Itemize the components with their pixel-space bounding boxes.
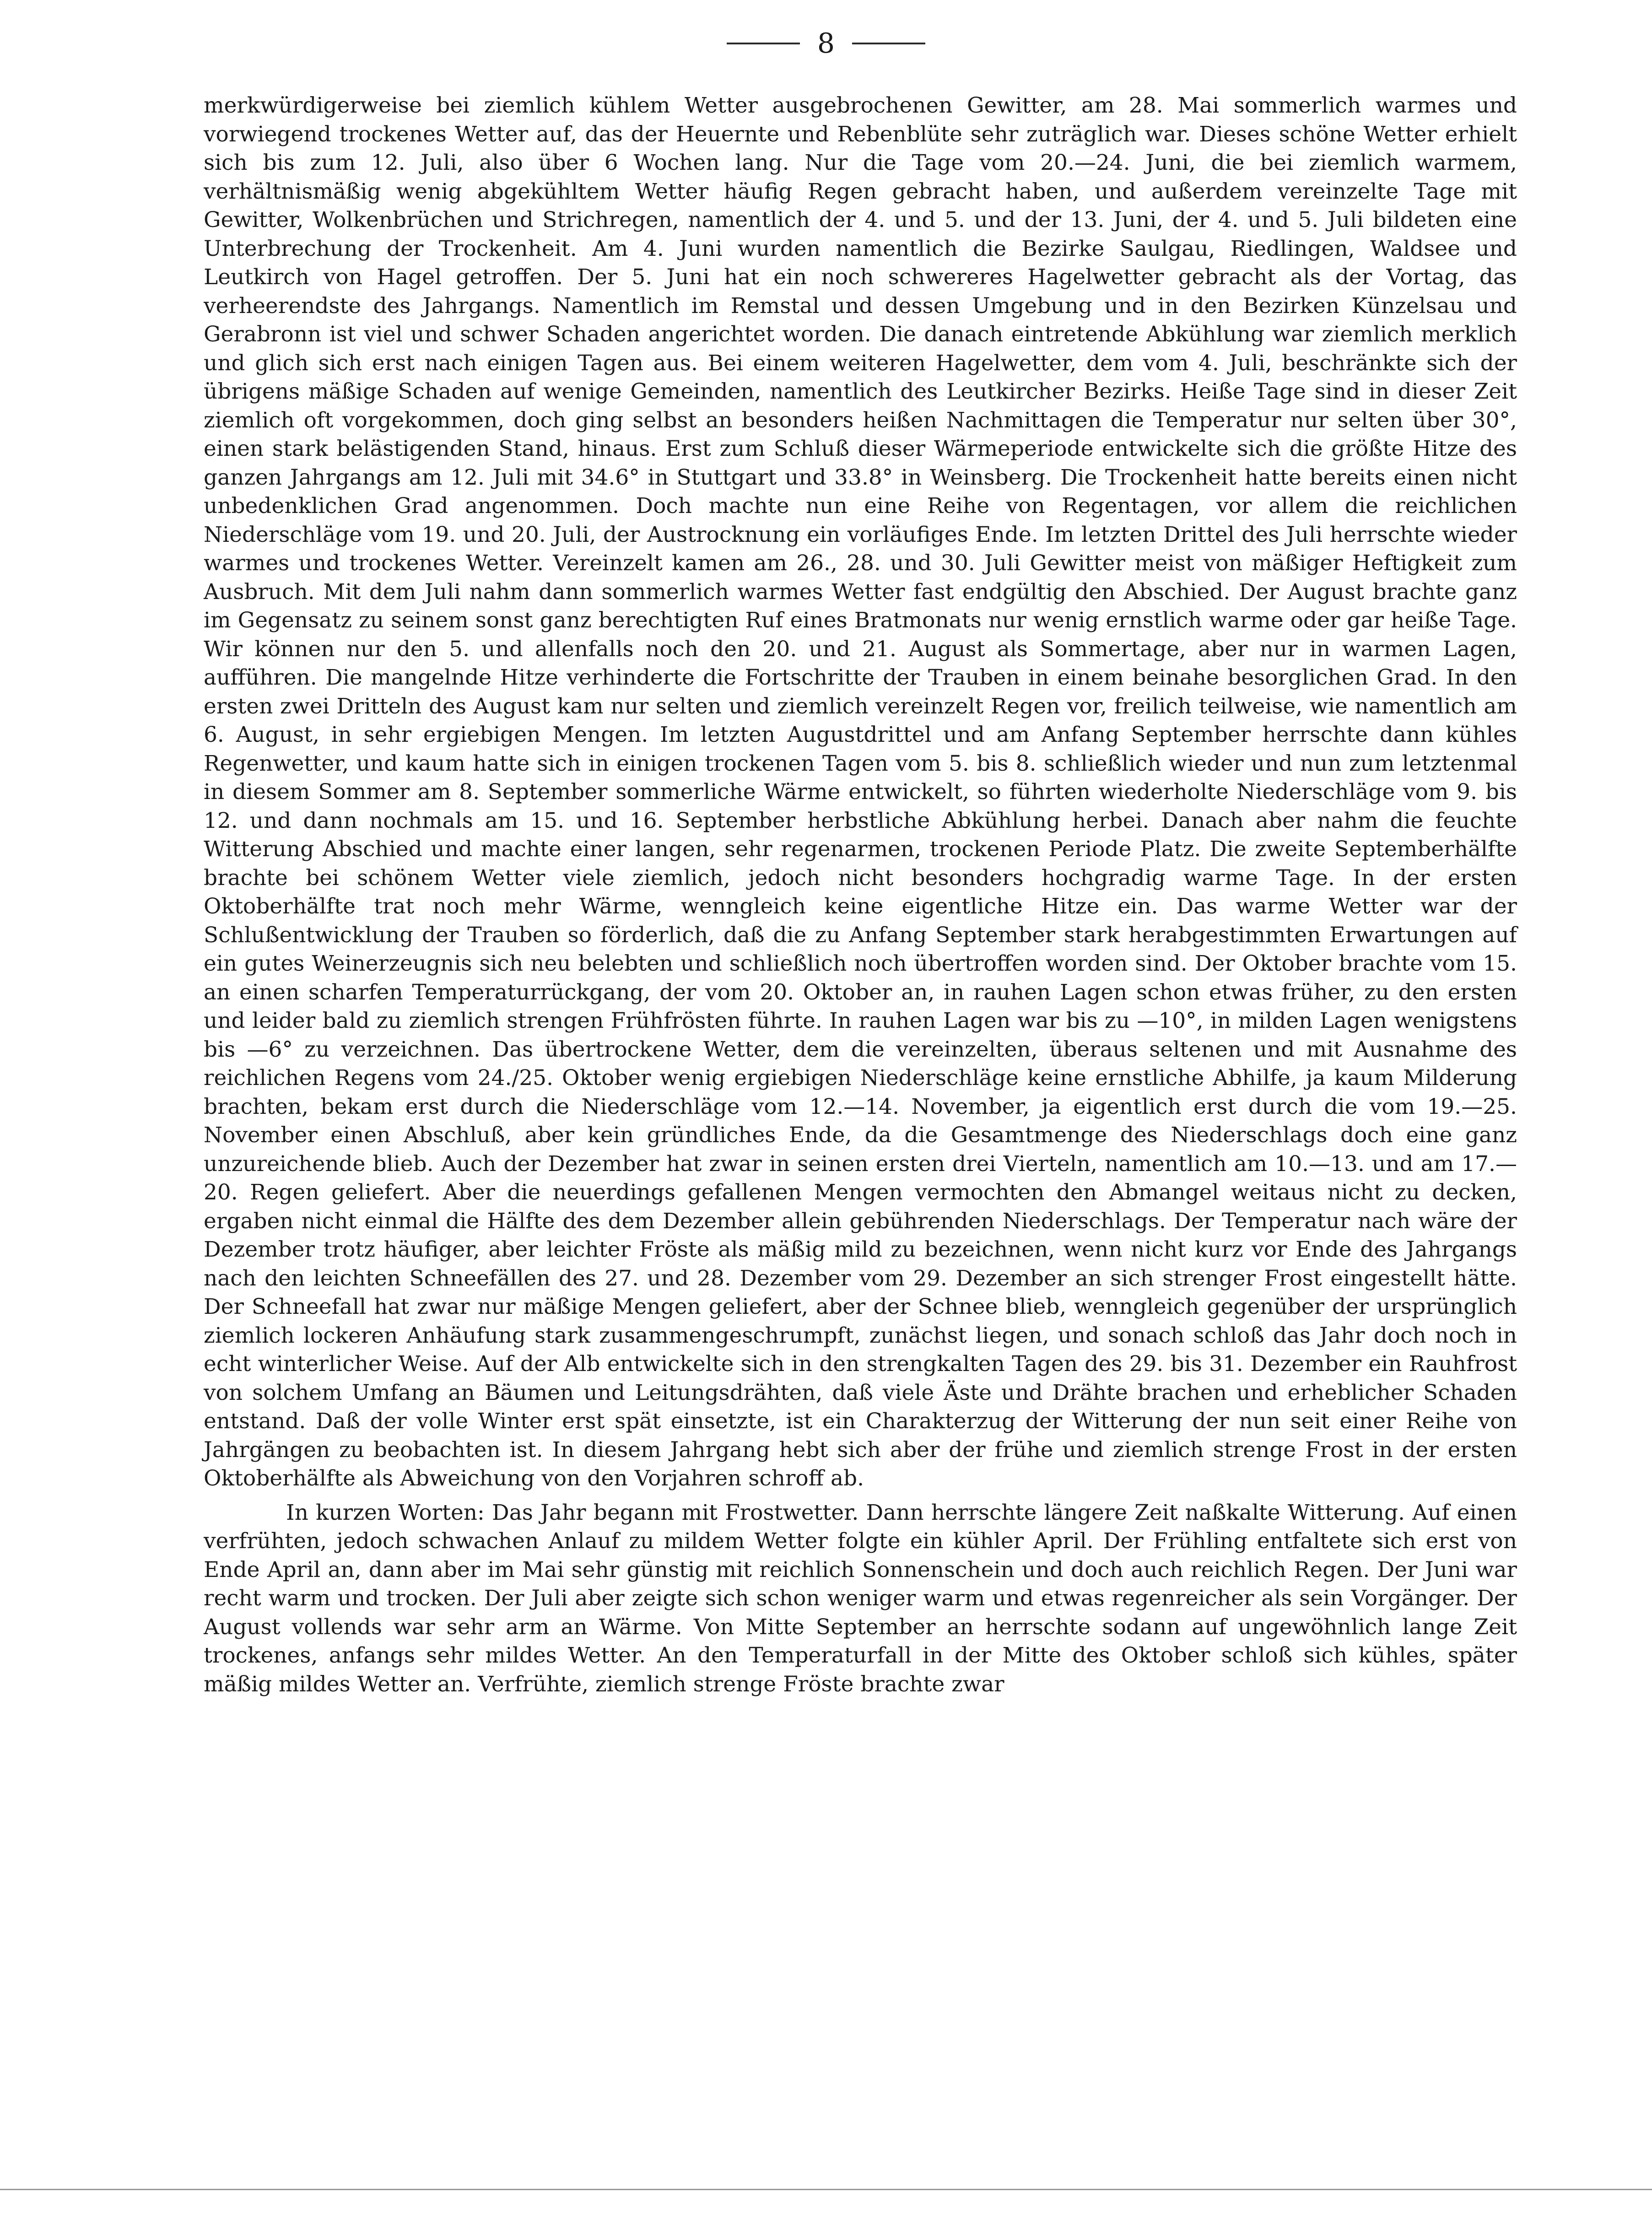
paragraph-weather-summer-autumn: merkwürdigerweise bei ziemlich kühlem Wetter ausgebrochenen Gewitter, am 28. Mai sommerlich warmes und vorwiegend trockenes Wetter auf, das der Heuernte und Rebenblüte sehr zuträglich war. Dieses schöne Wetter erhielt sich bis zum 12. Juli, also über 6 Wochen lang. Nur die Tage vom 20.—24. Juni, die bei ziemlich warmem, verhältnismäßig wenig abgekühltem Wetter häufig Regen gebracht haben, und außerdem vereinzelte Tage mit Gewitter, Wolkenbrüchen und Strichregen, namentlich der 4. und 5. und der 13. Juni, der 4. und 5. Juli bildeten eine Unterbrechung der Trockenheit. Am 4. Juni wurden namentlich die Bezirke Saulgau, Riedlingen, Waldsee und Leutkirch von Hagel getroffen. Der 5. Juni hat ein noch schwereres Hagelwetter gebracht als der Vortag, das verheerendste des Jahrgangs. Namentlich im Remstal und dessen Umgebung und in den Bezirken Künzelsau und Gerabronn ist viel und schwer Schaden angerichtet worden. Die danach eintretende Abkühlung war ziemlich merklich und glich sich erst nach einigen Tagen aus. Bei einem weiteren Hagelwetter, dem vom 4. Juli, beschränkte sich der übrigens mäßige Schaden auf wenige Gemeinden, namentlich des Leutkircher Bezirks. Heiße Tage sind in dieser Zeit ziemlich oft vorgekommen, doch ging selbst an besonders heißen Nachmittagen die Temperatur nur selten über 30°, einen stark belästigenden Stand, hinaus. Erst zum Schluß dieser Wärmeperiode entwickelte sich die größte Hitze des ganzen Jahrgangs am 12. Juli mit 34.6° in Stuttgart und 33.8° in Weinsberg. Die Trockenheit hatte bereits einen nicht unbedenklichen Grad angenommen. Doch machte nun eine Reihe von Regentagen, vor allem die reichlichen Niederschläge vom 19. und 20. Juli, der Austrocknung ein vorläufiges Ende. Im letzten Drittel des Juli herrschte wieder warmes und trockenes Wetter. Vereinzelt kamen am 26., 28. und 30. Juli Gewitter meist von mäßiger Heftigkeit zum Ausbruch. Mit dem Juli nahm dann sommerlich warmes Wetter fast endgültig den Abschied. Der August brachte ganz im Gegensatz zu seinem sonst ganz berechtigten Ruf eines Bratmonats nur wenig ernstlich warme oder gar heiße Tage. Wir können nur den 5. und allenfalls noch den 20. und 21. August als Sommertage, aber nur in warmen Lagen, aufführen. Die mangelnde Hitze verhinderte die Fortschritte der Trauben in einem beinahe besorglichen Grad. In den ersten zwei Dritteln des August kam nur selten und ziemlich vereinzelt Regen vor, freilich teilweise, wie namentlich am 6. August, in sehr ergiebigen Mengen. Im letzten Augustdrittel und am Anfang September herrschte dann kühles Regenwetter, und kaum hatte sich in einigen trockenen Tagen vom 5. bis 8. schließlich wieder und nun zum letztenmal in diesem Sommer am 8. September sommerliche Wärme entwickelt, so führten wiederholte Niederschläge vom 9. bis 12. und dann nochmals am 15. und 16. September herbstliche Abkühlung herbei. Danach aber nahm die feuchte Witterung Abschied und machte einer langen, sehr regenarmen, trockenen Periode Platz. Die zweite Septemberhälfte brachte bei schönem Wetter viele ziemlich, jedoch nicht besonders hochgradig warme Tage. In der ersten Oktoberhälfte trat noch mehr Wärme, wenngleich keine eigentliche Hitze ein. Das warme Wetter war der Schlußentwicklung der Trauben so förderlich, daß die zu Anfang September stark herabgestimmten Erwartungen auf ein gutes Weinerzeugnis sich neu belebten und schließlich noch übertroffen worden sind. Der Oktober brachte vom 15. an einen scharfen Temperaturrückgang, der vom 20. Oktober an, in rauhen Lagen schon etwas früher, zu den ersten und leider bald zu ziemlich strengen Frühfrösten führte. In rauhen Lagen war bis zu —10°, in milden Lagen wenigstens bis —6° zu verzeichnen. Das übertrockene Wetter, dem die vereinzelten, überaus seltenen und mit Ausnahme des reichlichen Regens vom 24./25. Oktober wenig ergiebigen Niederschläge keine ernstliche Abhilfe, ja kaum Milderung brachten, bekam erst durch die Niederschläge vom 12.—14. November, ja eigentlich erst durch die vom 19.—25. November einen Abschluß, aber kein gründliches Ende, da die Gesamtmenge des Niederschlags doch eine ganz unzureichende blieb. Auch der Dezember hat zwar in seinen ersten drei Vierteln, namentlich am 10.—13. und am 17.—20. Regen geliefert. Aber die neuerdings gefallenen Mengen vermochten den Abmangel weitaus nicht zu decken, ergaben nicht einmal die Hälfte des dem Dezember allein gebührenden Niederschlags. Der Temperatur nach wäre der Dezember trotz häufiger, aber leichter Fröste als mäßig mild zu bezeichnen, wenn nicht kurz vor Ende des Jahrgangs nach den leichten Schneefällen des 27. und 28. Dezember vom 29. Dezember an sich strenger Frost eingestellt hätte. Der Schneefall hat zwar nur mäßige Mengen geliefert, aber der Schnee blieb, wenngleich gegenüber der ursprünglich ziemlich lockeren Anhäufung stark zusammengeschrumpft, zunächst liegen, und sonach schloß das Jahr doch noch in echt winterlicher Weise. Auf der Alb entwickelte sich in den strengkalten Tagen des 29. bis 31. Dezember ein Rauhfrost von solchem Umfang an Bäumen und Leitungsdrähten, daß viele Äste und Drähte brachen und erheblicher Schaden entstand. Daß der volle Winter erst spät einsetzte, ist ein Charakterzug der Witterung der nun seit einer Reihe von Jahrgängen zu beobachten ist. In diesem Jahrgang hebt sich aber der frühe und ziemlich strenge Frost in der ersten Oktoberhälfte als Abweichung von den Vorjahren schroff ab.	[204, 93, 1517, 1491]
header-rule-left	[727, 43, 800, 44]
page-number: 8	[817, 27, 835, 59]
header-rule-right	[852, 43, 925, 44]
body-text	[204, 92, 1517, 1699]
page-header	[0, 25, 1652, 62]
scan-bottom-edge	[0, 2189, 1652, 2190]
paragraph-summary: In kurzen Worten: Das Jahr begann mit Frostwetter. Dann herrschte längere Zeit naßkalte Witterung. Auf einen verfrühten, jedoch schwachen Anlauf zu mildem Wetter folgte ein kühler April. Der Frühling entfaltete sich erst von Ende April an, dann aber im Mai sehr günstig mit reichlich Sonnenschein und doch auch reichlich Regen. Der Juni war recht warm und trocken. Der Juli aber zeigte sich schon weniger warm und etwas regenreicher als sein Vorgänger. Der August vollends war sehr arm an Wärme. Von Mitte September an herrschte sodann auf ungewöhnlich lange Zeit trockenes, anfangs sehr mildes Wetter. An den Temperaturfall in der Mitte des Oktober schloß sich kühles, später mäßig mildes Wetter an. Verfrühte, ziemlich strenge Fröste brachte zwar	[204, 1500, 1517, 1697]
